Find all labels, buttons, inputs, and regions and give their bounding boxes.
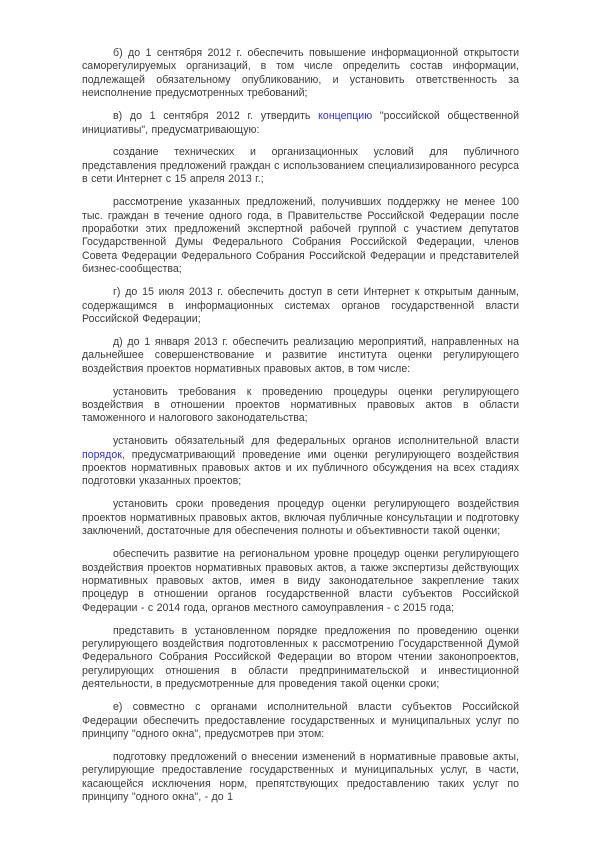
text-run: е) совместно с органами исполнительной власти субъектов Российской Федерации обеспечить предоставление государственных и муниципальных услуг по принципу "одного окна", предусмотрев при этом: xyxy=(82,701,519,740)
text-run: создание технических и организационных условий для публичного представления предложений граждан с использованием специализированного ресурса в сети Интернет с 15 апреля 2013 г.; xyxy=(82,146,519,186)
document-link[interactable]: порядок, xyxy=(82,448,125,461)
text-run: установить сроки проведения процедур оценки регулирующего воздействия проектов нормативных правовых актов, включая публичные консультации и подготовку заключений, достаточные для обеспечения полноты и объективности такой оценки; xyxy=(82,498,519,538)
paragraph xyxy=(82,548,519,615)
paragraph xyxy=(82,701,519,741)
paragraph xyxy=(82,498,519,538)
text-run: "российской общественной инициативы", предусматривающую: xyxy=(82,110,519,136)
text-run: г) до 15 июля 2013 г. обеспечить доступ в сети Интернет к открытым данным, содержащимся в информационных системах органов государственной власти Российской Федерации; xyxy=(82,286,519,325)
text-run: подготовку предложений о внесении изменений в нормативные правовые акты, регулирующие предоставление государственных и муниципальных услуг, в части, касающейся исключения норм, препятствующих предоставлению таких услуг по принципу "одного окна", - до 1 xyxy=(82,750,519,804)
document-body xyxy=(82,47,519,805)
text-run: установить обязательный для федеральных органов исполнительной власти xyxy=(113,435,519,448)
text-run: в) до 1 сентября 2012 г. утвердить xyxy=(113,110,319,123)
text-run: б) до 1 сентября 2012 г. обеспечить повышение информационной открытости саморегулируемых организаций, в том числе определить состав информации, подлежащей обязательному опубликованию, и установить ответственность за неисполнение предусмотренных требований; xyxy=(82,47,519,100)
paragraph xyxy=(82,336,519,376)
text-run: д) до 1 января 2013 г. обеспечить реализацию мероприятий, направленных на дальнейшее совершенствование и развитие института оценки регулирующего воздействия проектов нормативных правовых актов, в том числе: xyxy=(82,335,519,375)
paragraph xyxy=(82,386,519,426)
paragraph xyxy=(82,110,519,137)
paragraph xyxy=(82,625,519,692)
paragraph xyxy=(82,751,519,805)
text-run: рассмотрение указанных предложений, получивших поддержку не менее 100 тыс. граждан в течение одного года, в Правительстве Российской Федерации после проработки этих предложений экспертной рабочей группой с участием депутатов Государственной Думы Федерального Собрания Российской Федерации, членов Совета Федерации Федерального Собрания Российской Федерации и представителей бизнес-сообщества; xyxy=(82,196,519,276)
paragraph xyxy=(82,435,519,489)
text-run: установить требования к проведению процедуры оценки регулирующего воздействия в отношении проектов нормативных правовых актов в области таможенного и налогового законодательства; xyxy=(82,385,519,425)
paragraph xyxy=(82,286,519,326)
text-run: обеспечить развитие на региональном уровне процедур оценки регулирующего воздействия проектов нормативных правовых актов, а также экспертизы действующих нормативных правовых актов, имея в виду законодательное закрепление таких процедур в отношении органов государственной власти субъектов Российской Федерации - с 2014 года, органов местного самоуправления - с 2015 года; xyxy=(82,548,519,614)
document-link[interactable]: концепцию xyxy=(318,110,373,123)
paragraph xyxy=(82,146,519,186)
text-run: предусматривающий проведение ими оценки регулирующего воздействия проектов нормативных правовых актов и их публичного обсуждения на всех стадиях подготовки указанных проектов; xyxy=(82,448,519,488)
paragraph xyxy=(82,196,519,276)
paragraph xyxy=(82,47,519,101)
text-run: представить в установленном порядке предложения по проведению оценки регулирующего воздействия подготовленных к рассмотрению Государственной Думой Федерального Собрания Российской Федерации во втором чтении законопроектов, регулирующих отношения в области предпринимательской и инвестиционной деятельности, в предусмотренные для проведения такой оценки сроки; xyxy=(82,624,519,691)
